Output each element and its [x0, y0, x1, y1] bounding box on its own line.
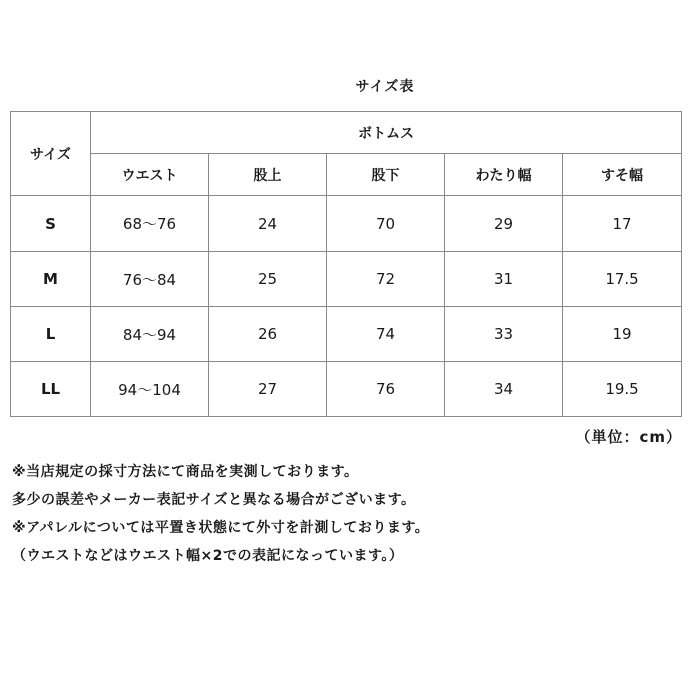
row-size-label: L [11, 307, 91, 362]
table-cell: 76 [327, 362, 445, 417]
page-title: サイズ表 [355, 79, 415, 95]
table-cell: 27 [209, 362, 327, 417]
table-cell: 24 [209, 196, 327, 252]
row-size-label: LL [11, 362, 91, 417]
note-line: ※アパレルについては平置き状態にて外寸を計測しております。 [12, 520, 430, 536]
table-cell: 76～84 [91, 252, 209, 307]
unit-label: （単位：cm） [575, 428, 682, 446]
table-cell: 25 [209, 252, 327, 307]
table-cell: 68～76 [91, 196, 209, 252]
table-row [11, 307, 682, 362]
table-cell: 17.5 [563, 252, 682, 307]
note-line: ※当店規定の採寸方法にて商品を実測しております。 [12, 464, 359, 480]
table-row [11, 252, 682, 307]
table-cell: 17 [563, 196, 682, 252]
size-table [10, 111, 682, 417]
table-cell: 34 [445, 362, 563, 417]
column-header-waist: ウエスト [91, 154, 209, 196]
notes-block [12, 458, 692, 570]
column-header-thigh-width: わたり幅 [445, 154, 563, 196]
table-row [11, 196, 682, 252]
column-header-hem-width: すそ幅 [563, 154, 682, 196]
table-cell: 74 [327, 307, 445, 362]
table-row [11, 362, 682, 417]
table-cell: 29 [445, 196, 563, 252]
bottoms-group-header: ボトムス [91, 112, 682, 154]
table-cell: 19 [563, 307, 682, 362]
note-line: （ウエストなどはウエスト幅×2での表記になっています。） [12, 548, 404, 564]
table-cell: 84～94 [91, 307, 209, 362]
table-cell: 26 [209, 307, 327, 362]
row-size-label: M [11, 252, 91, 307]
table-cell: 19.5 [563, 362, 682, 417]
column-header-rise: 股上 [209, 154, 327, 196]
table-cell: 94～104 [91, 362, 209, 417]
table-cell: 72 [327, 252, 445, 307]
row-size-label: S [11, 196, 91, 252]
note-line: 多少の誤差やメーカー表記サイズと異なる場合がございます。 [12, 492, 416, 508]
column-header-inseam: 股下 [327, 154, 445, 196]
table-cell: 33 [445, 307, 563, 362]
size-column-header: サイズ [11, 112, 91, 196]
table-cell: 31 [445, 252, 563, 307]
table-cell: 70 [327, 196, 445, 252]
